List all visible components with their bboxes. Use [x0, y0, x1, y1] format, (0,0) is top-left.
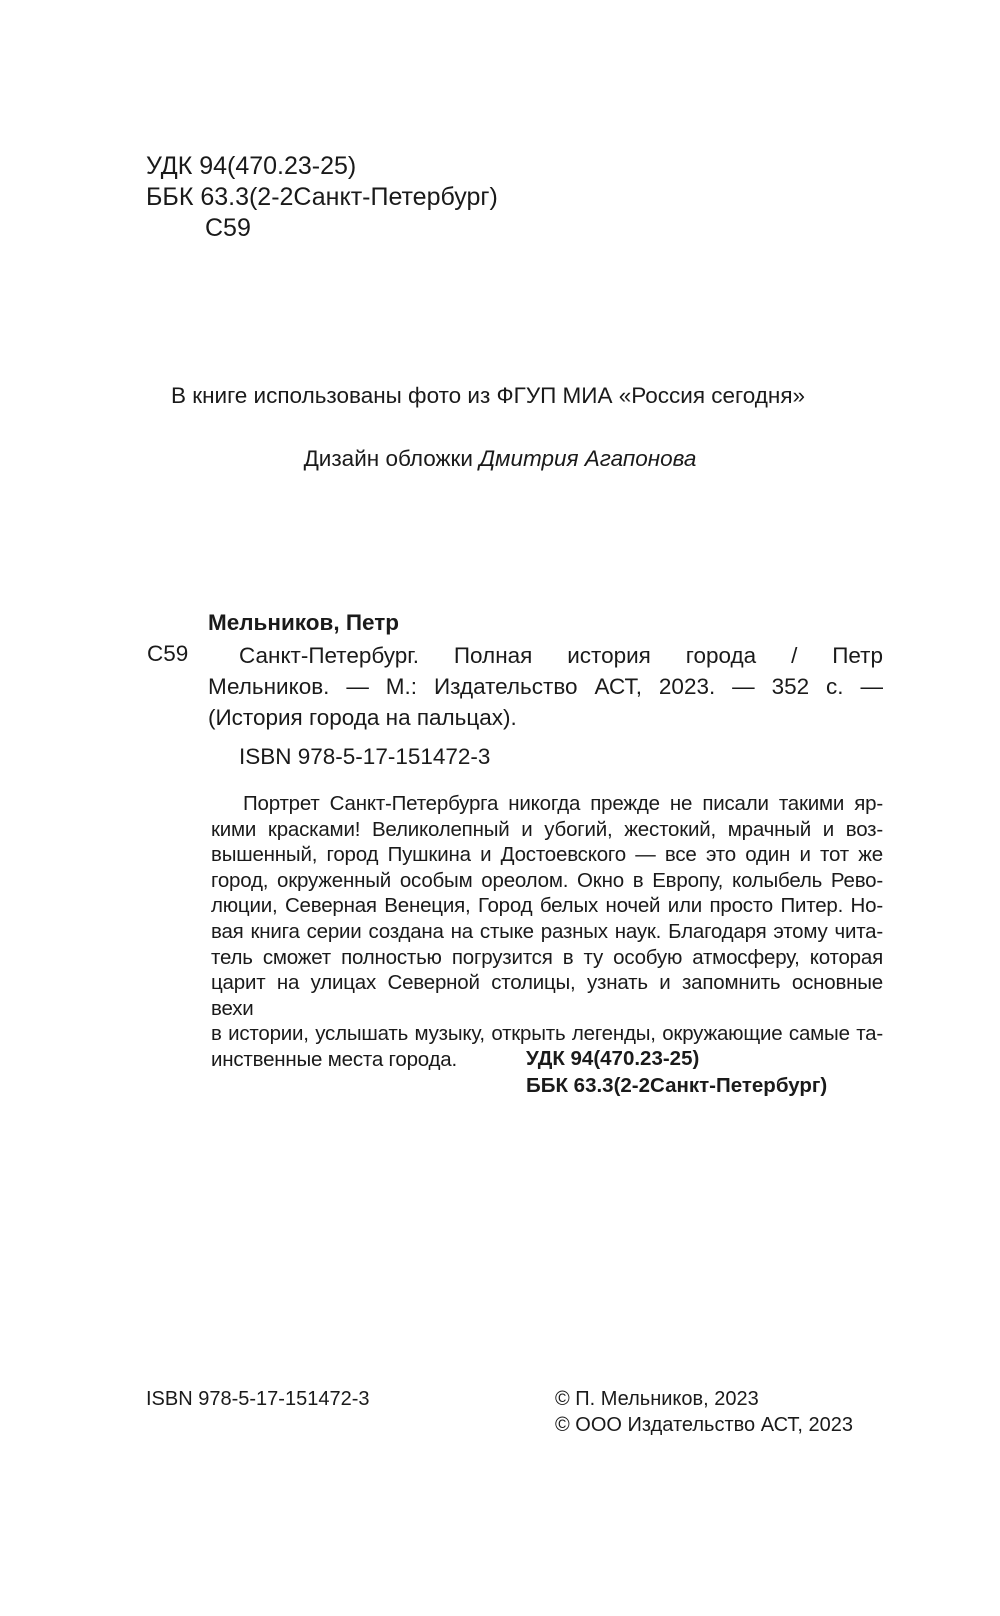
- entry-bbk: ББК 63.3(2-2Санкт-Петербург): [526, 1074, 828, 1097]
- annotation-line: люции, Северная Венеция, Город белых ночей или просто Питер. Но-: [211, 894, 883, 918]
- annotation-line: в истории, услышать музыку, открыть легенды, окружающие самые та-: [211, 1022, 883, 1046]
- entry-udk: УДК 94(470.23-25): [526, 1047, 700, 1070]
- annotation-line: Портрет Санкт-Петербурга никогда прежде не писали такими яр-: [243, 792, 883, 815]
- entry-title-line: (История города на пальцах).: [208, 705, 517, 730]
- photo-credit: В книге использованы фото из ФГУП МИА «Россия сегодня»: [170, 383, 806, 408]
- annotation-line: вышенный, город Пушкина и Достоевского — все это один и тот же: [211, 843, 883, 867]
- footer-isbn: ISBN 978-5-17-151472-3: [146, 1388, 370, 1410]
- annotation-line: царит на улицах Северной столицы, узнать и запомнить основные вехи: [211, 971, 883, 1020]
- annotation-line: инственные места города.: [211, 1047, 457, 1071]
- footer-copyright-author: © П. Мельников, 2023: [555, 1388, 759, 1410]
- footer-copyright-publisher: © ООО Издательство АСТ, 2023: [555, 1414, 853, 1436]
- annotation-line: кими красками! Великолепный и убогий, жестокий, мрачный и воз-: [211, 817, 883, 841]
- header-bbk: ББК 63.3(2-2Санкт-Петербург): [146, 183, 498, 211]
- cover-design-prefix: Дизайн обложки: [303, 446, 480, 471]
- annotation-line: тель сможет полностью погрузится в ту особую атмосферу, которая: [211, 945, 883, 969]
- header-author-mark: С59: [205, 214, 251, 242]
- entry-author: Мельников, Петр: [208, 610, 399, 635]
- annotation-line: город, окруженный особым ореолом. Окно в Европу, колыбель Рево-: [211, 868, 883, 892]
- annotation: [211, 791, 883, 1073]
- entry-title-line: Санкт-Петербург. Полная история города / Петр: [239, 643, 883, 668]
- entry-isbn: ISBN 978-5-17-151472-3: [239, 744, 491, 769]
- cover-designer-name: Дмитрия Агапонова: [479, 446, 697, 471]
- header-udk: УДК 94(470.23-25): [146, 152, 357, 180]
- entry-title-line: Мельников. — М.: Издательство АСТ, 2023. — 352 с. —: [208, 674, 883, 699]
- annotation-line: вая книга серии создана на стыке разных наук. Благодаря этому чита-: [211, 919, 883, 943]
- entry-title: [208, 640, 883, 733]
- entry-mark: С59: [147, 641, 189, 666]
- cover-design-credit: [0, 445, 1000, 473]
